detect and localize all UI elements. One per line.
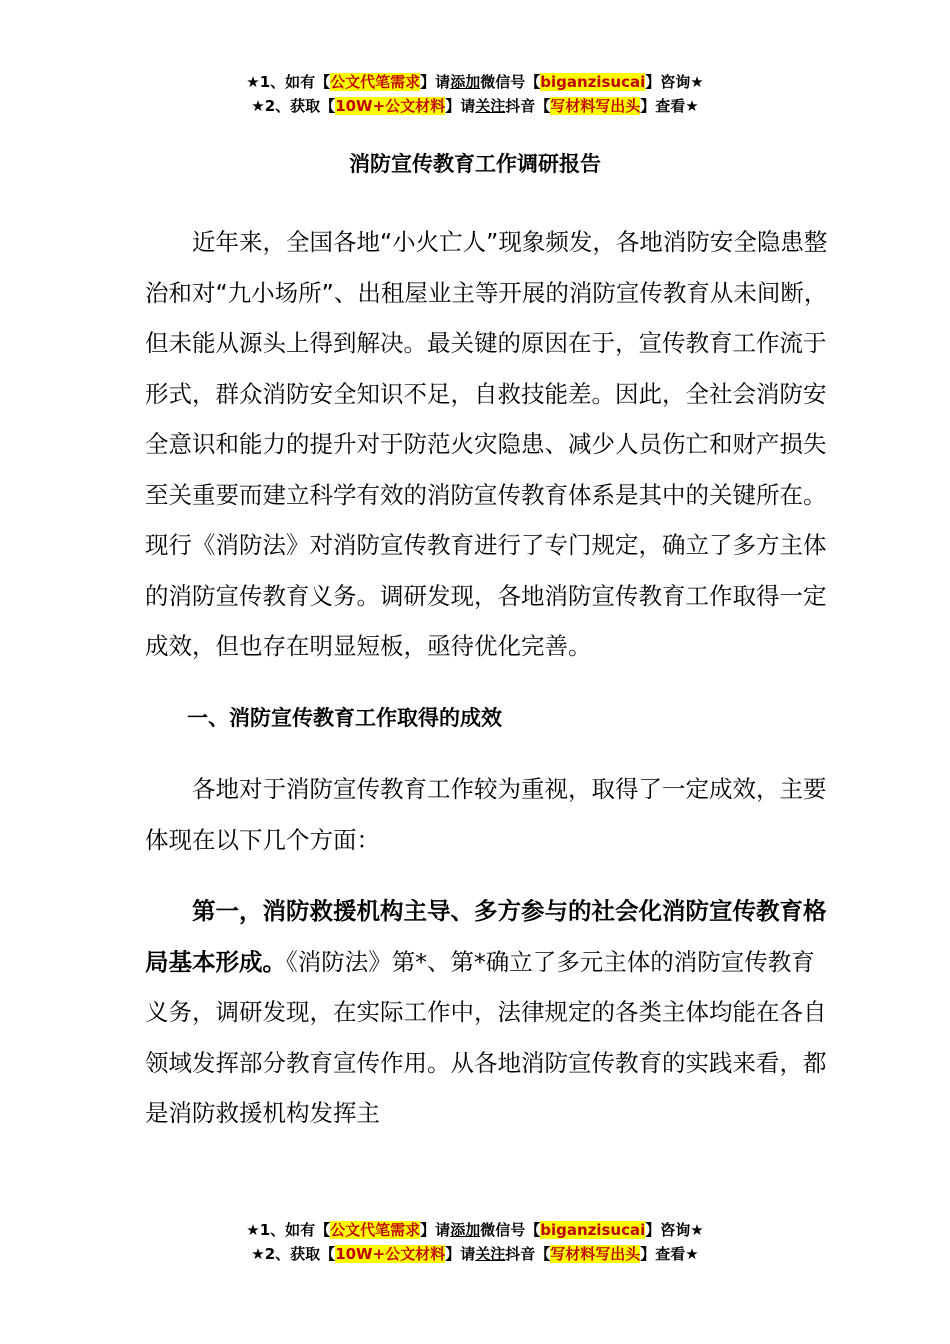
banner-text: 】查看★ [640,1245,699,1263]
banner-underline: 添加 [450,73,481,91]
section-heading: 一、消防宣传教育工作取得的成效 [187,705,502,730]
banner-text: ★1、如有【 [246,73,331,91]
banner-text: 微信号【 [480,73,541,91]
banner-wechat-id: biganzisucai [540,73,646,91]
section-intro-paragraph: 各地对于消防宣传教育工作较为重视，取得了一定成效，主要体现在以下几个方面： [145,775,827,854]
banner-highlight: 公文代笔需求 [330,1221,421,1239]
point-body: 《消防法》第*、第*确立了多元主体的消防宣传教育义务，调研发现，在实际工作中，法律规定的各类主体均能在各自领域发挥部分教育宣传作用。从各地消防宣传教育的实践来看，都是消防救援机构发挥主 [145,947,827,1127]
footer-line-2 [0,1242,950,1266]
banner-text: 】咨询★ [645,73,704,91]
intro-paragraph: 近年来，全国各地“小火亡人”现象频发，各地消防安全隐患整治和对“九小场所”、出租屋业主等开展的消防宣传教育从未间断，但未能从源头上得到解决。最关键的原因在于，宣传教育工作流于形式，群众消防安全知识不足，自救技能差。因此，全社会消防安全意识和能力的提升对于防范火灾隐患、减少人员伤亡和财产损失至关重要而建立科学有效的消防宣传教育体系是其中的关键所在。现行《消防法》对消防宣传教育进行了专门规定，确立了多方主体的消防宣传教育义务。调研发现，各地消防宣传教育工作取得一定成效，但也存在明显短板，亟待优化完善。 [145,228,828,660]
banner-text: ★1、如有【 [246,1221,331,1239]
banner-highlight: 10W+公文材料 [335,97,446,115]
banner-text: 抖音【 [505,97,551,115]
banner-highlight: 公文代笔需求 [330,73,421,91]
banner-text: ★2、获取【 [251,1245,336,1263]
banner-wechat-id: biganzisucai [540,1221,646,1239]
banner-text: 】请 [445,97,476,115]
banner-text: 】查看★ [640,97,699,115]
banner-douyin-id: 写材料写出头 [550,97,641,115]
footer-banner [0,1218,950,1266]
footer-line-1 [0,1218,950,1242]
document-body [145,217,835,1139]
banner-line-2 [0,94,950,118]
banner-text: 】请 [445,1245,476,1263]
banner-text: 微信号【 [480,1221,541,1239]
point-lead: 第一，消防救援机构主导、多方参与的社会化消防宣传教育格局基本形成。 [145,897,827,976]
banner-underline: 关注 [475,1245,506,1263]
banner-text: 抖音【 [505,1245,551,1263]
banner-line-1 [0,70,950,94]
banner-text: 】咨询★ [645,1221,704,1239]
point-paragraph [145,886,835,1139]
header-banner [0,70,950,118]
banner-douyin-id: 写材料写出头 [550,1245,641,1263]
banner-underline: 添加 [450,1221,481,1239]
banner-highlight: 10W+公文材料 [335,1245,446,1263]
banner-text: 】请 [420,1221,451,1239]
banner-underline: 关注 [475,97,506,115]
banner-text: 】请 [420,73,451,91]
banner-text: ★2、获取【 [251,97,336,115]
page-title: 消防宣传教育工作调研报告 [349,152,601,176]
